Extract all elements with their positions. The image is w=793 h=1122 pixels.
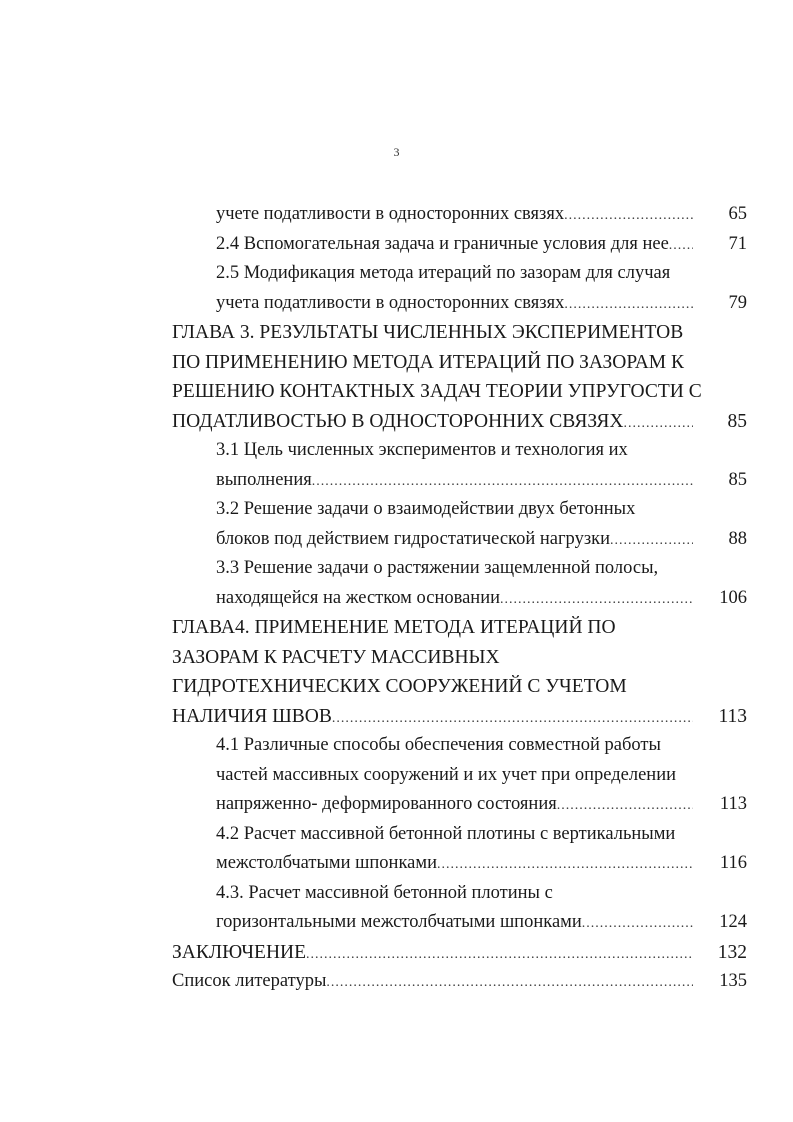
toc-entry-title: НАЛИЧИЯ ШВОВ — [172, 705, 332, 727]
toc-entry-page: 135 — [719, 971, 747, 991]
toc-entry-title: учете податливости в односторонних связях — [216, 204, 565, 224]
dot-leader — [306, 940, 693, 970]
toc-entry-title: находящейся на жестком основании — [216, 587, 500, 608]
toc-entry-title: ЗАЗОРАМ К РАСЧЕТУ МАССИВНЫХ — [172, 646, 500, 668]
page-number: 3 — [393, 145, 400, 159]
toc-entry-title: межстолбчатыми шпонками — [216, 853, 437, 873]
toc-entry[interactable] — [172, 731, 747, 761]
toc-entry[interactable] — [172, 230, 747, 260]
toc-entry[interactable] — [172, 377, 747, 407]
toc-entry-title: 4.2 Расчет массивной бетонной плотины с вертикальными — [216, 823, 676, 844]
toc-entry-title: ЗАКЛЮЧЕНИЕ — [172, 941, 307, 963]
toc-entry-title: горизонтальными межстолбчатыми шпонками — [216, 912, 582, 932]
toc-entry-title: 2.5 Модификация метода итераций по зазорам для случая — [216, 263, 671, 283]
toc-entry-title: 3.2 Решение задачи о взаимодействии двух бетонных — [216, 499, 636, 519]
dot-leader — [582, 909, 693, 939]
toc-entry-page: 113 — [718, 705, 747, 727]
toc-entry-page: 106 — [719, 587, 747, 608]
dot-leader — [623, 409, 693, 439]
toc-entry-page: 113 — [719, 794, 747, 814]
dot-leader — [669, 231, 693, 261]
toc-entry[interactable] — [172, 259, 747, 289]
toc-entry[interactable] — [172, 525, 747, 555]
toc-entry-title: ПО ПРИМЕНЕНИЮ МЕТОДА ИТЕРАЦИЙ ПО ЗАЗОРАМ К — [172, 351, 685, 373]
dot-leader — [437, 850, 693, 880]
dot-leader — [564, 290, 693, 320]
toc-entry[interactable] — [172, 584, 747, 614]
toc-entry[interactable] — [172, 289, 747, 319]
toc-entry[interactable] — [172, 879, 747, 909]
toc-entry-title: Список литературы — [172, 971, 327, 991]
dot-leader — [610, 526, 693, 556]
toc-entry[interactable] — [172, 938, 747, 968]
toc-entry[interactable] — [172, 702, 747, 732]
toc-entry[interactable] — [172, 495, 747, 525]
toc-entry[interactable] — [172, 908, 747, 938]
toc-entry-title: блоков под действием гидростатической нагрузки — [216, 528, 611, 549]
toc-entry-page: 71 — [728, 233, 747, 254]
dot-leader — [557, 791, 693, 821]
toc-entry[interactable] — [172, 200, 747, 230]
toc-entry[interactable] — [172, 643, 747, 673]
toc-entry[interactable] — [172, 761, 747, 791]
toc-entry-page: 88 — [728, 528, 747, 549]
dot-leader — [312, 467, 693, 497]
toc-entry-page: 132 — [717, 941, 747, 963]
toc-entry-title: учета податливости в односторонних связях — [216, 292, 565, 313]
table-of-contents — [172, 200, 747, 997]
toc-entry-title: 2.4 Вспомогательная задача и граничные условия для нее — [216, 233, 669, 254]
toc-entry[interactable] — [172, 672, 747, 702]
toc-entry-page: 85 — [727, 410, 747, 432]
toc-entry-title: ГЛАВА 3. РЕЗУЛЬТАТЫ ЧИСЛЕННЫХ ЭКСПЕРИМЕНТОВ — [172, 322, 684, 343]
toc-entry-title: 3.3 Решение задачи о растяжении защемленной полосы, — [216, 558, 659, 578]
toc-entry[interactable] — [172, 967, 747, 997]
toc-entry-page: 65 — [728, 204, 747, 224]
dot-leader — [332, 704, 693, 734]
dot-leader — [500, 585, 693, 615]
toc-entry[interactable] — [172, 790, 747, 820]
toc-entry[interactable] — [172, 436, 747, 466]
toc-entry[interactable] — [172, 820, 747, 850]
toc-entry-page: 124 — [719, 912, 747, 932]
toc-entry-title: РЕШЕНИЮ КОНТАКТНЫХ ЗАДАЧ ТЕОРИИ УПРУГОСТИ С — [172, 381, 702, 402]
toc-entry-title: ГИДРОТЕХНИЧЕСКИХ СООРУЖЕНИЙ С УЧЕТОМ — [172, 676, 627, 697]
toc-entry-title: ГЛАВА4. ПРИМЕНЕНИЕ МЕТОДА ИТЕРАЦИЙ ПО — [172, 617, 616, 638]
toc-entry-page: 79 — [728, 292, 747, 313]
toc-entry[interactable] — [172, 407, 747, 437]
toc-entry[interactable] — [172, 554, 747, 584]
dot-leader — [326, 968, 693, 998]
toc-entry[interactable] — [172, 348, 747, 378]
dot-leader — [564, 201, 693, 231]
toc-entry-title: 3.1 Цель численных экспериментов и технология их — [216, 440, 628, 460]
toc-entry-title: частей массивных сооружений и их учет при определении — [216, 764, 676, 785]
toc-entry[interactable] — [172, 466, 747, 496]
toc-entry-page: 85 — [728, 469, 747, 490]
toc-entry[interactable] — [172, 849, 747, 879]
toc-entry-title: 4.3. Расчет массивной бетонной плотины с — [216, 882, 553, 903]
toc-entry-page: 116 — [719, 853, 747, 873]
toc-entry[interactable] — [172, 613, 747, 643]
toc-entry-title: выполнения — [216, 469, 312, 490]
toc-entry-title: 4.1 Различные способы обеспечения совместной работы — [216, 735, 661, 755]
toc-entry[interactable] — [172, 318, 747, 348]
toc-entry-title: напряженно- деформированного состояния — [216, 794, 557, 814]
toc-entry-title: ПОДАТЛИВОСТЬЮ В ОДНОСТОРОННИХ СВЯЗЯХ — [172, 410, 624, 432]
